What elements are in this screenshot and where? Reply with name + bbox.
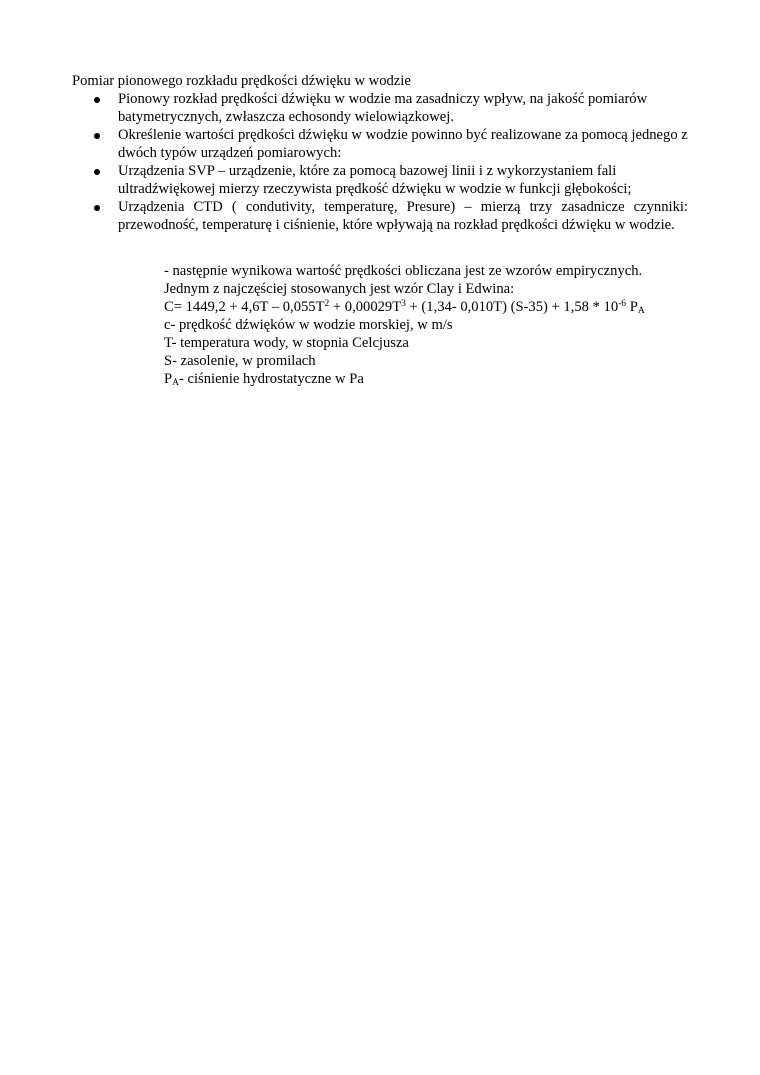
pa-text: - ciśnienie hydrostatyczne w Pa: [179, 371, 364, 387]
definition-pa: [164, 370, 704, 388]
pa-subscript: A: [172, 378, 179, 388]
bullet-text: Pionowy rozkład prędkości dźwięku w wodzie ma zasadniczy wpływ, na jakość pomiarów batymetrycznych, zwłaszcza echosondy wielowiązkowej.: [118, 91, 648, 125]
bullet-list: [72, 90, 688, 234]
bullet-text: Urządzenia SVP – urządzenie, które za pomocą bazowej linii i z wykorzystaniem fali ultradźwiękowej mierzy rzeczywista prędkość dźwięku w wodzie w funkcji głębokości;: [118, 163, 632, 197]
bullet-item: [72, 162, 688, 198]
definition-s: S- zasolenie, w promilach: [164, 353, 316, 369]
bullet-text: Określenie wartości prędkości dźwięku w wodzie powinno być realizowane za pomocą jednego z dwóch typów urządzeń pomiarowych:: [118, 127, 688, 161]
formula-exponent: 3: [401, 299, 406, 309]
clay-edwin-intro: Jednym z najczęściej stosowanych jest wzór Clay i Edwina:: [164, 281, 515, 297]
formula-exponent: -6: [618, 299, 627, 309]
bullet-icon: [94, 97, 100, 103]
definition-c: c- prędkość dźwięków w wodzie morskiej, w m/s: [164, 317, 453, 333]
bullet-item: [72, 126, 688, 162]
formula-part: C= 1449,2 + 4,6T – 0,055T: [164, 299, 325, 315]
formula-subscript: A: [637, 306, 645, 316]
bullet-icon: [94, 133, 100, 139]
formula-part: + (1,34- 0,010T) (S-35) + 1,58 * 10: [405, 299, 619, 315]
sound-speed-formula: [164, 298, 704, 316]
pa-symbol: P: [164, 371, 173, 387]
bullet-icon: [94, 169, 100, 175]
formula-exponent: 2: [324, 299, 330, 309]
bullet-item: [72, 198, 688, 234]
formula-part: P: [626, 299, 638, 315]
document-title: Pomiar pionowego rozkładu prędkości dźwięku w wodzie: [72, 73, 411, 89]
bullet-item: [72, 90, 688, 126]
definition-t: T- temperatura wody, w stopnia Celcjusza: [164, 335, 409, 351]
bullet-text: Urządzenia CTD ( condutivity, temperaturę, Presure) – mierzą trzy zasadnicze czynniki: przewodność, temperaturę i ciśnienie, które wpływają na rozkład prędkości dźwięku w wodzie.: [118, 199, 688, 233]
formula-part: + 0,00029T: [329, 299, 402, 315]
formula-block: [164, 262, 704, 388]
bullet-icon: [94, 205, 100, 211]
empirical-note: - następnie wynikowa wartość prędkości obliczana jest ze wzorów empirycznych.: [164, 263, 643, 279]
